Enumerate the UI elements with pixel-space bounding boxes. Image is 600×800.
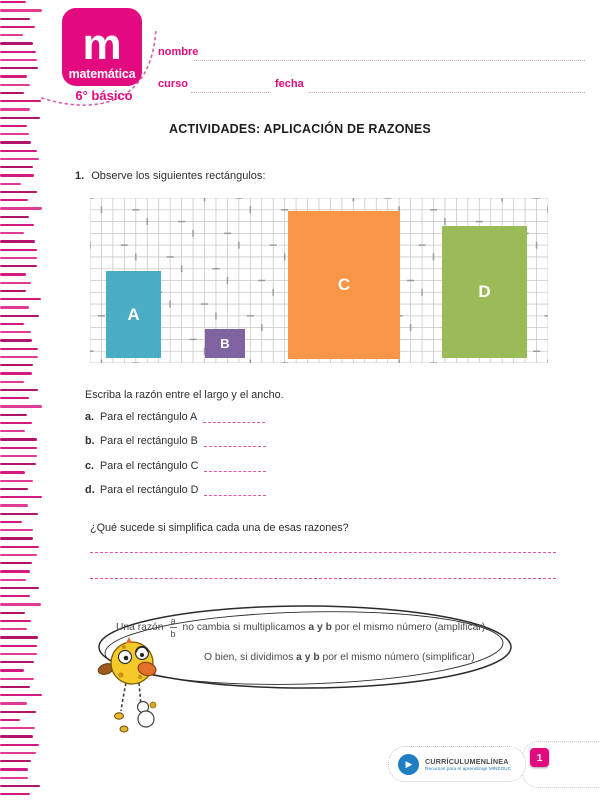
rectangle-B — [205, 329, 245, 358]
item-letter: d. — [85, 484, 95, 497]
play-icon: ▶ — [398, 754, 419, 775]
answer-line-1 — [90, 552, 556, 553]
fraction-numerator: a — [170, 616, 176, 626]
exercise-instruction — [75, 170, 265, 182]
item-text: Para el rectángulo B — [100, 435, 198, 448]
rectangle-D-label: D — [478, 282, 491, 301]
answer-blank-b — [204, 435, 266, 447]
answer-line-2 — [90, 578, 556, 579]
ratio-prompt: Escriba la razón entre el largo y el ancho. — [85, 389, 284, 401]
hint-line1-prefix: Una razón — [116, 622, 164, 634]
rectangle-B-label: B — [220, 336, 230, 351]
item-text: Para el rectángulo A — [100, 411, 198, 423]
fecha-blank-line — [309, 80, 585, 93]
answer-blank-a — [203, 411, 265, 423]
logo-letter: m — [82, 20, 122, 69]
brand-subtitle: Recursos para el aprendizaje MINEDUC — [425, 766, 512, 772]
rectangle-D — [442, 226, 527, 358]
curso-blank-line — [191, 80, 269, 93]
nombre-label: nombre — [158, 46, 199, 58]
rectangle-C — [288, 211, 400, 359]
answer-blank-d — [204, 484, 266, 496]
item-letter: b. — [85, 435, 95, 448]
item-text: Para el rectángulo D — [100, 484, 199, 497]
curso-label: curso — [158, 78, 188, 90]
fraction-denominator: b — [170, 628, 176, 639]
hint-line-2: O bien, si dividimos a y b por el mismo número (simplificar) — [204, 652, 475, 663]
item-letter: c. — [85, 459, 95, 472]
page-number-badge: 1 — [530, 748, 549, 767]
spiral-binding-decoration — [0, 0, 50, 800]
rectangle-A-label: A — [127, 304, 140, 324]
hint-line1-text: no cambia si multiplicamos a y b por el mismo número (amplificar). — [182, 622, 489, 634]
item-letter: a. — [85, 411, 95, 423]
grid-paper — [90, 198, 548, 363]
nombre-blank-line — [194, 48, 585, 61]
grade-label: 6° básico — [75, 88, 133, 103]
simplify-question: ¿Qué sucede si simplifica cada una de esas razones? — [90, 522, 349, 534]
answer-item-a — [85, 411, 266, 435]
exercise-instruction-text: Observe los siguientes rectángulos: — [91, 170, 266, 182]
answer-item-c — [85, 460, 266, 484]
brand-name: CURRÍCULUMENLÍNEA — [425, 756, 509, 766]
page-title: ACTIVIDADES: APLICACIÓN DE RAZONES — [169, 122, 431, 136]
answer-blank-c — [204, 460, 266, 472]
answer-items — [85, 411, 266, 509]
rectangle-A — [106, 271, 161, 358]
curriculum-en-linea-logo — [388, 746, 526, 782]
item-text: Para el rectángulo C — [100, 459, 199, 472]
bird-mascot-illustration — [96, 636, 181, 744]
matematica-logo — [62, 8, 142, 86]
exercise-number: 1. — [75, 170, 85, 182]
answer-item-d — [85, 484, 266, 508]
fecha-label: fecha — [275, 78, 304, 90]
rectangle-C-label: C — [337, 275, 351, 294]
logo-subject-label: matemática — [68, 67, 136, 81]
answer-item-b — [85, 435, 266, 459]
